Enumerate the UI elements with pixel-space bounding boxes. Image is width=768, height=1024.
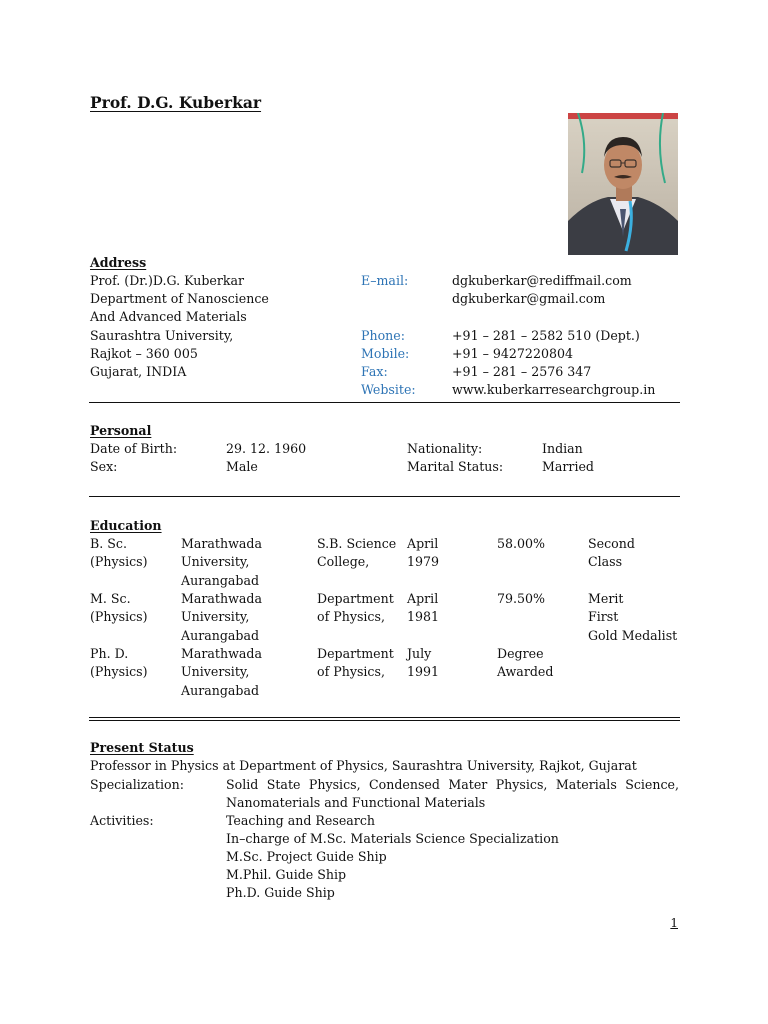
edu-degree: Ph. D. [90, 646, 129, 661]
marital-value: Married [542, 459, 594, 474]
dob-value: 29. 12. 1960 [226, 441, 307, 456]
activity-item: M.Phil. Guide Ship [226, 867, 347, 882]
nationality-label: Nationality: [407, 441, 483, 456]
edu-result: First [588, 609, 619, 625]
activity-item: M.Sc. Project Guide Ship [226, 849, 387, 864]
edu-university: Marathwada [181, 591, 262, 606]
mobile-value: +91 – 9427220804 [452, 346, 574, 361]
dob-label: Date of Birth: [90, 441, 178, 456]
edu-result: Gold Medalist [588, 627, 678, 643]
edu-university: Marathwada [181, 646, 262, 661]
edu-result: Class [588, 554, 623, 570]
specialization-value: Nanomaterials and Functional Materials [226, 795, 486, 810]
address-line: Saurashtra University, [90, 328, 234, 343]
edu-college: College, [317, 554, 370, 570]
address-line: Department of Nanoscience [90, 291, 269, 306]
edu-college: of Physics, [317, 664, 385, 680]
edu-date: April [407, 591, 439, 606]
edu-date: April [407, 536, 439, 551]
edu-date: 1991 [407, 664, 440, 680]
edu-college: S.B. Science [317, 536, 397, 551]
edu-degree: M. Sc. [90, 591, 131, 606]
email-value[interactable]: dgkuberkar@gmail.com [452, 291, 606, 306]
activity-item: Teaching and Research [226, 813, 375, 828]
address-line: Prof. (Dr.)D.G. Kuberkar [90, 273, 245, 288]
phone-value: +91 – 281 – 2582 510 (Dept.) [452, 328, 640, 343]
edu-degree: (Physics) [90, 554, 148, 570]
edu-date: 1981 [407, 609, 440, 625]
edu-college: of Physics, [317, 609, 385, 625]
page-number: 1 [670, 916, 678, 930]
edu-college: Department [317, 646, 394, 661]
edu-result: Second [588, 536, 635, 551]
position-text: Professor in Physics at Department of Physics, Saurashtra University, Rajkot, Gujarat [90, 758, 637, 773]
mobile-label: Mobile: [361, 346, 410, 361]
fax-label: Fax: [361, 364, 388, 379]
edu-university: Marathwada [181, 536, 262, 551]
edu-score: Awarded [497, 664, 554, 680]
phone-label: Phone: [361, 328, 405, 343]
activity-item: Ph.D. Guide Ship [226, 885, 335, 900]
specialization-value: Solid State Physics, Condensed Mater Physics, Materials Science, [226, 777, 679, 792]
activities-label: Activities: [90, 813, 154, 828]
sex-label: Sex: [90, 459, 118, 474]
email-label: E–mail: [361, 273, 409, 288]
sex-value: Male [226, 459, 258, 474]
edu-university: Aurangabad [181, 572, 260, 588]
present-status-heading: Present Status [90, 740, 194, 755]
edu-score: 79.50% [497, 591, 546, 606]
profile-photo [568, 113, 678, 255]
edu-degree: B. Sc. [90, 536, 127, 551]
section-divider [89, 402, 680, 403]
edu-university: University, [181, 609, 250, 625]
section-divider [89, 496, 680, 497]
edu-degree: (Physics) [90, 664, 148, 680]
fax-value: +91 – 281 – 2576 347 [452, 364, 592, 379]
edu-university: Aurangabad [181, 682, 260, 698]
section-divider [89, 717, 680, 718]
address-line: Gujarat, INDIA [90, 364, 187, 379]
edu-result: Merit [588, 591, 624, 606]
edu-date: July [407, 646, 432, 661]
edu-date: 1979 [407, 554, 440, 570]
address-line: Rajkot – 360 005 [90, 346, 198, 361]
page-title: Prof. D.G. Kuberkar [90, 93, 262, 112]
activity-item: In–charge of M.Sc. Materials Science Specialization [226, 831, 559, 846]
website-label: Website: [361, 382, 416, 397]
edu-university: University, [181, 664, 250, 680]
edu-degree: (Physics) [90, 609, 148, 625]
specialization-label: Specialization: [90, 777, 184, 792]
edu-university: University, [181, 554, 250, 570]
education-heading: Education [90, 518, 162, 533]
portrait-image [568, 113, 678, 255]
edu-score: Degree [497, 646, 544, 661]
address-line: And Advanced Materials [90, 309, 247, 324]
edu-university: Aurangabad [181, 627, 260, 643]
edu-college: Department [317, 591, 394, 606]
address-heading: Address [90, 255, 147, 270]
edu-score: 58.00% [497, 536, 546, 551]
personal-heading: Personal [90, 423, 152, 438]
section-divider [89, 720, 680, 721]
marital-label: Marital Status: [407, 459, 504, 474]
email-value[interactable]: dgkuberkar@rediffmail.com [452, 273, 632, 288]
nationality-value: Indian [542, 441, 583, 456]
website-link[interactable]: www.kuberkarresearchgroup.in [452, 382, 656, 397]
